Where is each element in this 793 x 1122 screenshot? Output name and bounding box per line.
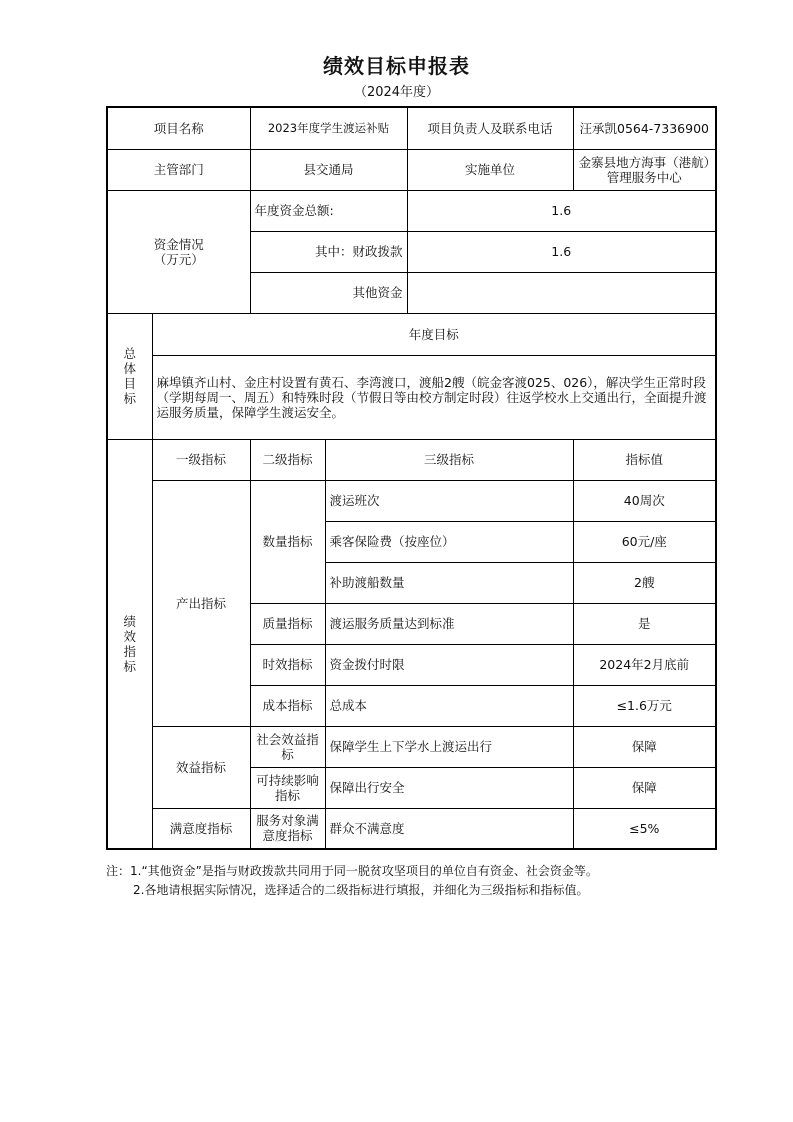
form-title: 绩效目标申报表 (323, 54, 470, 78)
indicator-name: 乘客保险费（按座位） (325, 521, 573, 562)
funds-fiscal-label: 其中：财政拨款 (250, 231, 407, 272)
funds-other-label: 其他资金 (250, 272, 407, 313)
overall-goal-label (107, 313, 152, 439)
indicator-value: 保障 (573, 726, 716, 767)
annual-goal-text: 麻埠镇齐山村、金庄村设置有黄石、李湾渡口，渡船2艘（皖金客渡025、026），解决学生正常时段（学期每周一、周五）和特殊时段（节假日等由校方制定时段）往返学校水上交通出行，全面提升渡运服务质量，保障学生渡运安全。 (152, 355, 716, 439)
col-header-level3: 三级指标 (325, 439, 573, 480)
indicators-char: 标 (123, 658, 136, 674)
indicator-name: 群众不满意度 (325, 808, 573, 849)
dept-label: 主管部门 (107, 149, 250, 190)
social-benefit-label: 社会效益指标 (250, 726, 325, 767)
indicator-name: 资金拨付时限 (325, 644, 573, 685)
indicator-name: 补助渡船数量 (325, 562, 573, 603)
indicator-value: ≤1.6万元 (573, 685, 716, 726)
indicator-name: 渡运班次 (325, 480, 573, 521)
quantity-indicator-label: 数量指标 (250, 480, 325, 603)
col-header-level1: 一级指标 (152, 439, 250, 480)
overall-goal-char: 体 (123, 361, 136, 376)
indicator-name: 保障学生上下学水上渡运出行 (325, 726, 573, 767)
indicators-char: 效 (123, 628, 136, 644)
sustainable-impact-label: 可持续影响指标 (250, 767, 325, 808)
unit-value: 金寨县地方海事（港航）管理服务中心 (573, 149, 716, 190)
indicator-name: 总成本 (325, 685, 573, 726)
funds-label (107, 190, 250, 313)
performance-goal-table (106, 106, 717, 850)
indicator-name: 保障出行安全 (325, 767, 573, 808)
quality-indicator-label: 质量指标 (250, 603, 325, 644)
dept-value: 县交通局 (250, 149, 407, 190)
funds-label-line2: （万元） (153, 251, 204, 267)
funds-fiscal-value: 1.6 (407, 231, 716, 272)
indicator-name: 渡运服务质量达到标准 (325, 603, 573, 644)
benefit-indicator-label: 效益指标 (152, 726, 250, 808)
note-1: 注：1.“其他资金”是指与财政拨款共同用于同一脱贫攻坚项目的单位自有资金、社会资金等。 (106, 864, 598, 878)
timeliness-indicator-label: 时效指标 (250, 644, 325, 685)
cost-indicator-label: 成本指标 (250, 685, 325, 726)
overall-goal-char: 标 (123, 391, 136, 406)
indicator-value: 2024年2月底前 (573, 644, 716, 685)
indicator-value: 是 (573, 603, 716, 644)
indicator-value: ≤5% (573, 808, 716, 849)
indicators-char: 指 (123, 643, 136, 659)
indicators-label (107, 439, 152, 849)
project-contact-value: 汪承凯0564-7336900 (573, 107, 716, 149)
note-2: 2.各地请根据实际情况，选择适合的二级指标进行填报，并细化为三级指标和指标值。 (133, 883, 589, 897)
funds-total-label: 年度资金总额: (250, 190, 407, 231)
indicator-value: 40周次 (573, 480, 716, 521)
project-name-label: 项目名称 (107, 107, 250, 149)
service-satisfaction-label: 服务对象满意度指标 (250, 808, 325, 849)
funds-total-value: 1.6 (407, 190, 716, 231)
indicator-value: 保障 (573, 767, 716, 808)
unit-label: 实施单位 (407, 149, 573, 190)
indicator-value: 2艘 (573, 562, 716, 603)
overall-goal-char: 总 (123, 346, 136, 361)
overall-goal-char: 目 (123, 376, 136, 391)
satisfaction-indicator-label: 满意度指标 (152, 808, 250, 849)
col-header-level2: 二级指标 (250, 439, 325, 480)
notes (106, 862, 598, 900)
form-year: （2024年度） (353, 85, 440, 100)
annual-goal-header: 年度目标 (152, 313, 716, 355)
project-name-value: 2023年度学生渡运补贴 (250, 107, 407, 149)
project-contact-label: 项目负责人及联系电话 (407, 107, 573, 149)
col-header-value: 指标值 (573, 439, 716, 480)
indicator-value: 60元/座 (573, 521, 716, 562)
funds-other-value (407, 272, 716, 313)
output-indicator-label: 产出指标 (152, 480, 250, 726)
indicators-char: 绩 (123, 613, 136, 629)
funds-label-line1: 资金情况 (153, 236, 204, 252)
